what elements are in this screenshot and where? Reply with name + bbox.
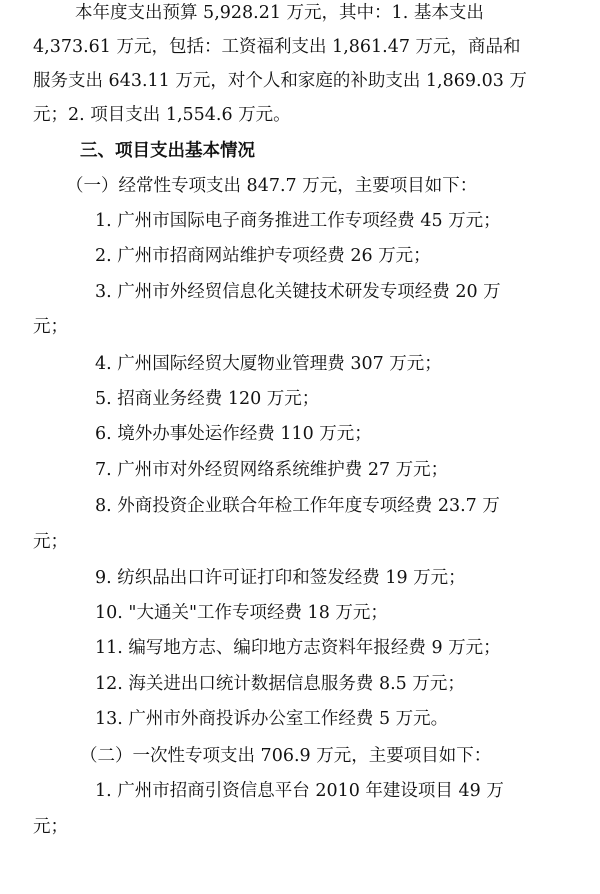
regular-item-9: 9. 纺织品出口许可证打印和签发经费 19 万元；: [95, 568, 466, 588]
onetime-item-1: 1. 广州市招商引资信息平台 2010 年建设项目 49 万: [95, 781, 504, 801]
intro-line-1: 本年度支出预算 5,928.21 万元，其中：1. 基本支出: [75, 3, 484, 23]
onetime-item-1-cont: 元；: [33, 817, 68, 837]
regular-heading: （一）经常性专项支出 847.7 万元，主要项目如下：: [66, 176, 478, 196]
regular-item-13: 13. 广州市外商投诉办公室工作经费 5 万元。: [95, 709, 449, 729]
regular-item-10: 10. "大通关"工作专项经费 18 万元；: [95, 603, 388, 623]
regular-item-3: 3. 广州市外经贸信息化关键技术研发专项经费 20 万: [95, 282, 501, 302]
regular-item-7: 7. 广州市对外经贸网络系统维护费 27 万元；: [95, 460, 449, 480]
regular-item-3-cont: 元；: [33, 317, 68, 337]
intro-line-2: 4,373.61 万元，包括：工资福利支出 1,861.47 万元，商品和: [33, 37, 521, 57]
regular-item-1: 1. 广州市国际电子商务推进工作专项经费 45 万元；: [95, 211, 501, 231]
regular-item-8: 8. 外商投资企业联合年检工作年度专项经费 23.7 万: [95, 496, 500, 516]
intro-line-4: 元；2. 项目支出 1,554.6 万元。: [33, 105, 291, 125]
regular-item-4: 4. 广州国际经贸大厦物业管理费 307 万元；: [95, 354, 442, 374]
regular-item-2: 2. 广州市招商网站维护专项经费 26 万元；: [95, 246, 431, 266]
regular-item-12: 12. 海关进出口统计数据信息服务费 8.5 万元；: [95, 674, 465, 694]
intro-line-3: 服务支出 643.11 万元，对个人和家庭的补助支出 1,869.03 万: [33, 71, 527, 91]
regular-item-6: 6. 境外办事处运作经费 110 万元；: [95, 424, 372, 444]
section-heading: 三、项目支出基本情况: [80, 141, 255, 161]
onetime-heading: （二）一次性专项支出 706.9 万元，主要项目如下：: [80, 746, 492, 766]
regular-item-11: 11. 编写地方志、编印地方志资料年报经费 9 万元；: [95, 638, 501, 658]
regular-item-8-cont: 元；: [33, 532, 68, 552]
regular-item-5: 5. 招商业务经费 120 万元；: [95, 389, 320, 409]
